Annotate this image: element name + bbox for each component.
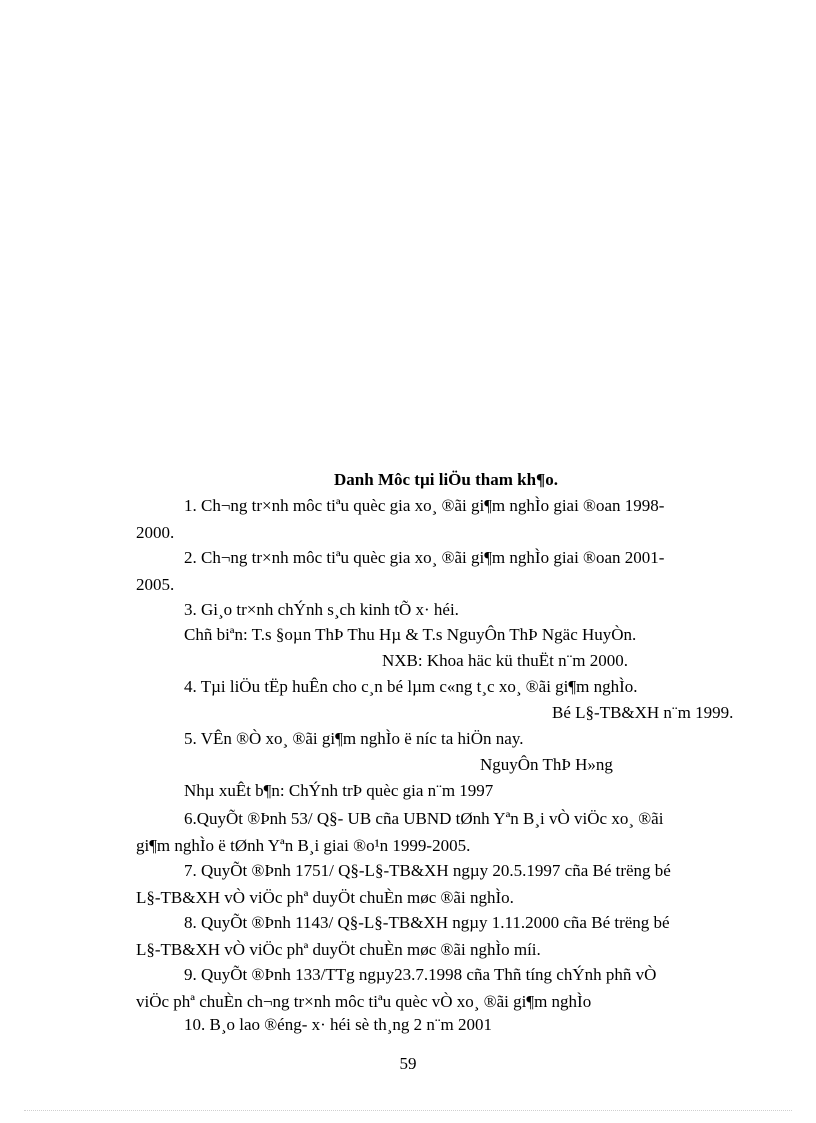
reference-publisher: Bé L§-TB&XH n¨m 1999. xyxy=(552,703,734,722)
reference-text: 9. QuyÕt ®Þnh 133/TTg ngµy23.7.1998 cña Thñ tíng chÝnh phñ vÒ xyxy=(184,965,657,984)
reference-item-9 xyxy=(136,961,756,1015)
reference-item-2 xyxy=(136,544,756,598)
reference-publisher: Nhµ xuÊt b¶n: ChÝnh trÞ quèc gia n¨m 1997 xyxy=(184,781,494,800)
reference-text: viÖc phª chuÈn ch¬ng tr×nh môc tiªu quèc vÒ xo¸ ®ãi gi¶m nghÌo xyxy=(136,992,592,1011)
reference-publisher: NXB: Khoa häc kü thuËt n¨m 2000. xyxy=(382,651,628,670)
reference-item-6 xyxy=(136,805,756,859)
reference-text: 8. QuyÕt ®Þnh 1143/ Q§-L§-TB&XH ngµy 1.11.2000 cña Bé trëng bé xyxy=(184,913,670,932)
reference-item-3: 3. Gi¸o tr×nh chÝnh s¸ch kinh tÕ x· héi. xyxy=(184,600,459,619)
reference-text: L§-TB&XH vÒ viÖc phª duyÖt chuÈn møc ®ãi nghÌo. xyxy=(136,888,514,907)
reference-text: 7. QuyÕt ®Þnh 1751/ Q§-L§-TB&XH ngµy 20.5.1997 cña Bé trëng bé xyxy=(184,861,671,880)
reference-text: gi¶m nghÌo ë tØnh Yªn B¸i giai ®o¹n 1999-2005. xyxy=(136,836,471,855)
bibliography-title: Danh Môc tµi liÖu tham kh¶o. xyxy=(334,470,558,489)
reference-item-8 xyxy=(136,909,756,963)
page-number: 59 xyxy=(399,1054,417,1073)
page-bottom-divider xyxy=(24,1110,792,1111)
reference-text: 2. Ch¬ng tr×nh môc tiªu quèc gia xo¸ ®ãi gi¶m nghÌo giai ®oan 2001- xyxy=(184,548,665,567)
reference-text: 2000. xyxy=(136,523,175,542)
reference-text: 6.QuyÕt ®Þnh 53/ Q§- UB cña UBND tØnh Yªn B¸i vÒ viÖc xo¸ ®ãi xyxy=(184,809,664,828)
reference-text: 2005. xyxy=(136,575,175,594)
reference-item-5: 5. VÊn ®Ò xo¸ ®ãi gi¶m nghÌo ë níc ta hiÖn nay. xyxy=(184,729,524,748)
reference-author: NguyÔn ThÞ H»ng xyxy=(480,755,613,774)
reference-text: L§-TB&XH vÒ viÖc phª duyÖt chuÈn møc ®ãi nghÌo míi. xyxy=(136,940,541,959)
reference-item-7 xyxy=(136,857,756,911)
reference-text: 1. Ch¬ng tr×nh môc tiªu quèc gia xo¸ ®ãi gi¶m nghÌo giai ®oan 1998- xyxy=(184,496,665,515)
reference-editor: Chñ biªn: T.s §oµn ThÞ Thu Hµ & T.s NguyÔn ThÞ Ngäc HuyÒn. xyxy=(184,625,637,644)
reference-item-10: 10. B¸o lao ®éng- x· héi sè th¸ng 2 n¨m 2001 xyxy=(184,1015,493,1034)
reference-item-1 xyxy=(136,492,756,546)
reference-item-4: 4. Tµi liÖu tËp huÊn cho c¸n bé lµm c«ng t¸c xo¸ ®ãi gi¶m nghÌo. xyxy=(184,677,638,696)
